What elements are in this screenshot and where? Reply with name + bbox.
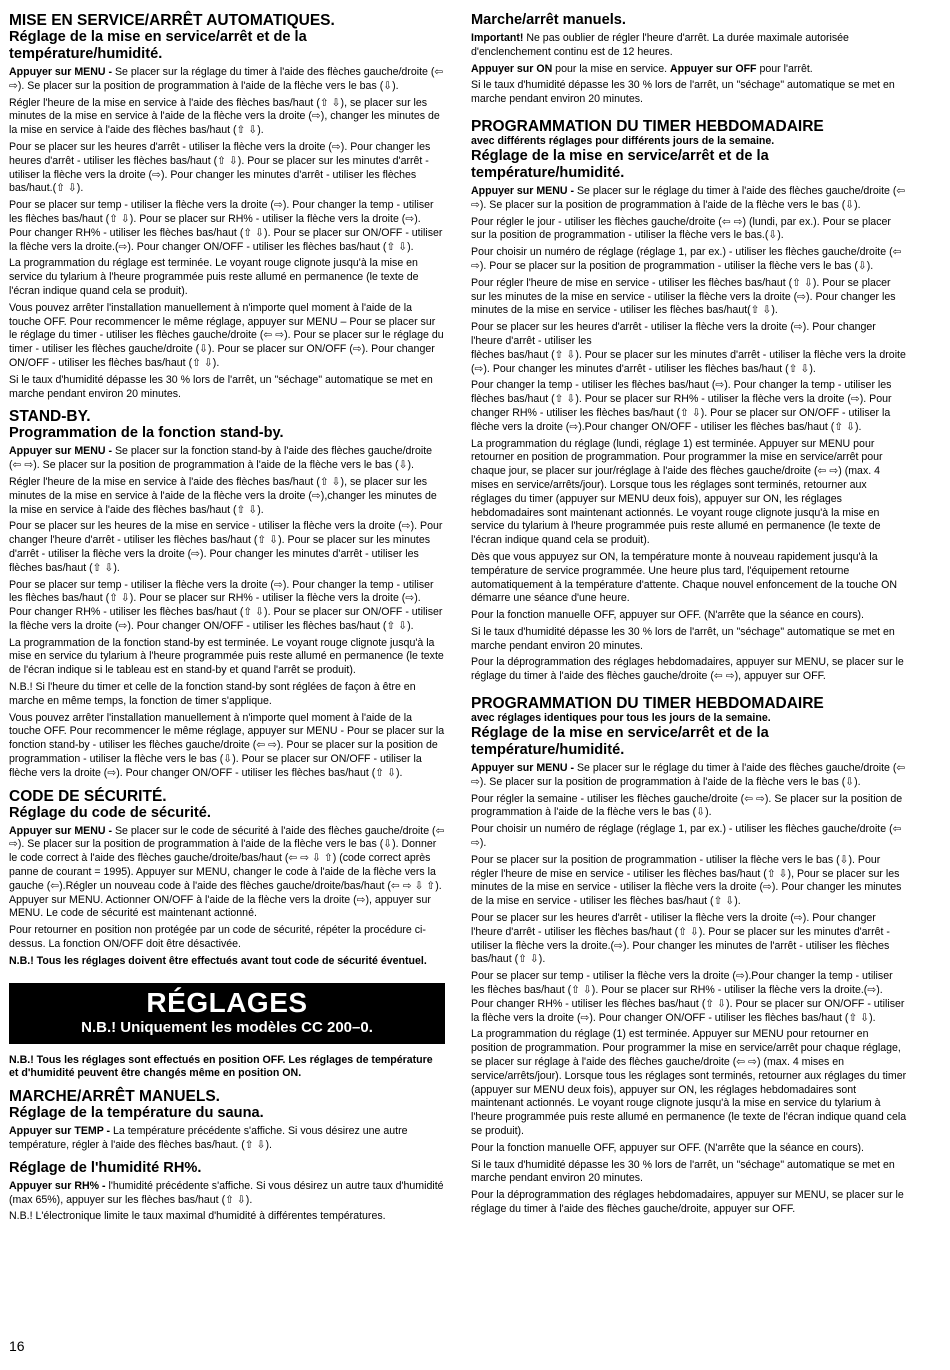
paragraph: Si le taux d'humidité dépasse les 30 % lors de l'arrêt, un "séchage" automatique se met en marche pendant environ 20 minutes. xyxy=(471,625,895,652)
paragraph xyxy=(471,63,907,77)
auto-section-title: MISE EN SERVICE/ARRÊT AUTOMATIQUES. xyxy=(9,12,335,29)
paragraph: Pour se placer sur temp - utiliser la flèche vers la droite (⇨).Pour changer la temp - utiliser les flèches bas/haut (⇧ ⇩). Pour se placer sur RH% - utiliser la flèche vers la droite.(⇨). Pour changer RH% - utiliser les flèches bas/haut (⇧ ⇩). Pour se placer sur ON/OFF - utiliser la flèche vers la droite (⇨). Pour changer ON/OFF - utiliser les flèches bas/haut (⇧ ⇩). xyxy=(471,970,905,1024)
security-code-section-title: CODE DE SÉCURITÉ. xyxy=(9,787,167,805)
paragraph: Régler l'heure de la mise en service à l'aide des flèches bas/haut (⇧ ⇩), se placer sur les minutes de la mise en service à l'aide de la flèche vers la droite (⇨),changer les minutes de la mise en service à l'aide des flèches bas/haut (⇧ ⇩). xyxy=(9,475,437,516)
paragraph-text: Pour se placer sur les heures d'arrêt - utiliser la flèche vers la droite (⇨). Pour changer l'heure d'arrêt - utiliser les xyxy=(471,321,876,347)
bold-lead: Appuyer sur MENU - xyxy=(9,824,113,837)
paragraph-text: l'humidité précédente s'affiche. Si vous désirez un autre taux d'humidité (max 65%), appuyer sur les flèches bas/haut (⇧ ⇩). xyxy=(9,1179,444,1206)
paragraph: Si le taux d'humidité dépasse les 30 % lors de l'arrêt, un "séchage" automatique se met en marche pendant environ 20 minutes. xyxy=(471,79,895,106)
paragraph: flèches bas/haut (⇧ ⇩). Pour se placer sur les minutes d'arrêt - utiliser la flèche vers la droite (⇨). Pour changer les minutes d'arrêt - utiliser les flèches bas/haut (⇧ ⇩). xyxy=(471,348,906,375)
paragraph: Pour choisir un numéro de réglage (réglage 1, par ex.) - utiliser les flèches gauche/droite (⇦ ⇨). Pour se placer sur la position de programmation - utiliser la flèche vers le bas (⇩). xyxy=(471,246,902,272)
bold-lead: Appuyer sur MENU - xyxy=(9,445,113,458)
paragraph: Pour se placer sur les heures d'arrêt - utiliser la flèche vers la droite (⇨). Pour changer l'heure d'arrêt - utiliser les flèches bas/haut (⇧ ⇩). Pour se placer sur les minutes d'arrêt - utiliser la flèche vers la droite.(⇨). Pour changer les minutes de l'arrêt - utiliser les flèches bas/haut (⇧ ⇩). xyxy=(471,912,890,966)
paragraph: Pour se placer sur les heures d'arrêt - utiliser la flèche vers la droite (⇨). Pour changer les heures d'arrêt - utiliser les flèches bas/haut (⇧ ⇩). Pour se placer sur les minutes d'arrêt - utiliser la flèche vers la droite (⇨). Pour changer les minutes d'arrêt - utiliser les flèches bas/haut.(⇧ ⇩). xyxy=(9,140,431,195)
bold-lead: Appuyer sur ON xyxy=(471,62,553,75)
right-column xyxy=(471,12,907,1220)
paragraph xyxy=(471,32,907,60)
paragraph: Pour la fonction manuelle OFF, appuyer sur OFF. (N'arrête que la séance en cours). xyxy=(471,609,864,622)
weekly-same-timer-title: PROGRAMMATION DU TIMER HEBDOMADAIRE xyxy=(471,695,824,713)
paragraph: Pour la déprogrammation des réglages hebdomadaires, appuyer sur MENU, se placer sur le réglage du timer à l'aide des flèches gauche/droite (⇦ ⇨), appuyer sur OFF. xyxy=(471,656,904,683)
paragraph: Si le taux d'humidité dépasse les 30 % lors de l'arrêt, un "séchage" automatique se met en marche pendant environ 20 minutes. xyxy=(9,373,433,400)
security-code-section-subtitle: Réglage du code de sécurité. xyxy=(9,804,211,821)
paragraph: N.B.! Si l'heure du timer et celle de la fonction stand-by sont réglées de façon à être en marche en même temps, la fonction de timer s'applique. xyxy=(9,681,416,707)
paragraph-text: pour l'arrêt. xyxy=(756,62,813,75)
bold-lead: Important! xyxy=(471,32,524,44)
paragraph: La programmation de la fonction stand-by est terminée. Le voyant rouge clignote jusqu'à la mise en service du tylarium à l'heure programmée puis reste allumé en permanence (le texte de l'écran indique si le tableau est en stand-by et quand l'arrêt se produit). xyxy=(9,636,444,677)
paragraph: Pour se placer sur temp - utiliser la flèche vers la droite (⇨). Pour changer la temp - utiliser les flèches bas/haut (⇧ ⇩). Pour se placer sur RH% - utiliser la flèche vers la droite (⇨). Pour changer RH% - utiliser les flèches bas/haut (⇧ ⇩). Pour se placer sur ON/OFF - utiliser la flèche vers la droite (⇨). Pour changer ON/OFF - utiliser les flèches bas/haut (⇧ ⇩). xyxy=(9,578,443,632)
paragraph: Régler l'heure de la mise en service à l'aide des flèches bas/haut (⇧ ⇩), se placer sur les minutes de la mise en service à l'aide de la flèche vers la droite (⇨), changer les minutes de la mise en service à l'aide des flèches bas/haut (⇧ ⇩). xyxy=(9,96,440,137)
paragraph-text: Se placer sur le code de sécurité à l'aide des flèches gauche/droite (⇦ ⇨). Se placer sur la position de programmation à l'aide de la flèche vers le bas (⇩). Donner le code correct à l'aide des flèches gauche/droite/bas/haut (⇦ ⇨ ⇩ ⇧) (code correct après panne de courant = 1995). Appuyer sur MENU, changer le code à l'aide de la flèche vers la gauche (⇦).Régler un nouveau code à l'aide des flèches gauche/droite/bas/haut (⇦ ⇨ ⇩ ⇧). Appuyer sur MENU. Actionner ON/OFF à l'aide de la flèche vers la droite (⇨), appuyer sur MENU. Le code de sécurité est maintenant actionné. xyxy=(9,824,445,920)
settings-banner xyxy=(9,983,445,1044)
paragraph-text: Se placer sur le réglage du timer à l'aide des flèches gauche/droite (⇦ ⇨). Se placer sur la position de programmation à l'aide de la flèche vers le bas (⇩). xyxy=(471,762,906,788)
paragraph: Pour la fonction manuelle OFF, appuyer sur OFF. (N'arrête que la séance en cours). xyxy=(471,1141,864,1154)
paragraph: Pour se placer sur la position de programmation - utiliser la flèche vers le bas (⇩). Pour régler l'heure de mise en service - utiliser les flèches bas/haut (⇧ ⇩), Pour se placer sur les minutes de la mise en service - utiliser la flèche vers la droite (⇨). Pour changer les minutes de la mise en service - utiliser les flèches bas/haut (⇧ ⇩). xyxy=(471,853,902,908)
bold-lead: Appuyer sur MENU - xyxy=(471,184,575,197)
paragraph xyxy=(9,1125,445,1153)
paragraph: Dès que vous appuyez sur ON, la température monte à nouveau rapidement jusqu'à la température de service programmée. Une heure plus tard, l'équipement retourne automatiquement à la température d'attente. Chaque nouvel enfoncement de la touche ON démarre une séance d'une heure. xyxy=(471,550,898,605)
paragraph-text: pour la mise en service. xyxy=(552,62,670,75)
auto-section-subtitle: Réglage de la mise en service/arrêt et de la température/humidité. xyxy=(9,29,307,62)
page-number: 16 xyxy=(9,1338,25,1354)
paragraph: La programmation du réglage (1) est terminée. Appuyer sur MENU pour retourner en position de programmation. Pour programmer la mise en service/arrêt pour chaque réglage, se placer sur réglage à l'aide des flèches gauche/droite (⇦ ⇨) (max. 4 mises en service/arrêts/jour). Lorsque tous les réglages sont terminés, retourner aux réglages du timer (appuyer sur MENU deux fois), appuyer sur ON, les réglages hebdomadaires sont maintenant actionnés. Le voyant rouge clignote jusqu'à la mise en service du tylarium à l'heure programmée puis reste allumé en permanence (le texte de l'écran indique quand cela se produit). xyxy=(471,1028,907,1137)
paragraph-text: Se placer sur la fonction stand-by à l'aide des flèches gauche/droite (⇦ ⇨). Se placer sur la position de programmation à l'aide de la flèche vers le bas (⇩). xyxy=(9,445,433,472)
paragraph: Vous pouvez arrêter l'installation manuellement à n'importe quel moment à l'aide de la touche OFF. Pour recommencer le même réglage, appuyer sur MENU – Pour se placer sur le réglage du timer - utiliser les flèches gauche/droite (⇦ ⇨). Pour se placer sur le réglage du timer - utiliser les flèches gauche/droite (⇩). Pour se placer sur ON/OFF (⇨). Pour changer ON/OFF - utiliser les flèches bas/haut (⇧ ⇩). xyxy=(9,301,444,369)
paragraph xyxy=(471,762,907,790)
bold-lead: Appuyer sur MENU - xyxy=(9,66,113,78)
paragraph: Pour choisir un numéro de réglage (réglage 1, par ex.) - utiliser les flèches gauche/droite (⇦ ⇨). xyxy=(471,823,902,850)
paragraph-text: Se placer sur la réglage du timer à l'aide des flèches gauche/droite (⇦ ⇨). Se placer sur la position de programmation à l'aide de la flèche vers le bas (⇩). xyxy=(9,66,444,92)
paragraph: Pour retourner en position non protégée par un code de sécurité, répéter la procédure ci-dessus. La fonction ON/OFF doit être désactivée. xyxy=(9,924,426,951)
paragraph: Pour régler la semaine - utiliser les flèches gauche/droite (⇦ ⇨). Se placer sur la position de programmation à l'aide de la flèche vers le bas (⇩). xyxy=(471,792,903,819)
manual-section-subtitle: Réglage de la température du sauna. xyxy=(9,1105,264,1122)
paragraph: Pour se placer sur temp - utiliser la flèche vers la droite (⇨). Pour changer la temp - utiliser les flèches bas/haut (⇧ ⇩). Pour se placer sur RH% - utiliser la flèche vers la droite (⇨). Pour changer RH% - utiliser les flèches bas/haut (⇧ ⇩). Pour se placer sur ON/OFF - utiliser la flèche vers la droite.(⇨). Pour changer ON/OFF - utiliser les flèches bas/haut (⇧ ⇩). xyxy=(9,199,443,253)
bold-lead: Appuyer sur TEMP - xyxy=(9,1125,111,1138)
bold-lead: Appuyer sur RH% - xyxy=(9,1179,106,1192)
settings-banner-title: RÉGLAGES xyxy=(146,986,308,1018)
paragraph xyxy=(9,66,445,94)
standby-section-subtitle: Programmation de la fonction stand-by. xyxy=(9,425,284,442)
weekly-timer-subtitle: Réglage de la mise en service/arrêt et de la température/humidité. xyxy=(471,147,769,181)
paragraph: Pour se placer sur les heures de la mise en service - utiliser la flèche vers la droite (⇨). Pour changer l'heure d'arrêt - utiliser les flèches bas/haut (⇧ ⇩). Pour se placer sur les minutes d'arrêt - utiliser la flèche vers la droite (⇨). Pour changer les minutes d'arrêt - utiliser les flèches bas/haut (⇧ ⇩). xyxy=(9,520,443,574)
settings-note: N.B.! Tous les réglages sont effectués en position OFF. Les réglages de température et d'humidité peuvent être changés même en position ON. xyxy=(9,1053,433,1080)
humidity-section-subtitle: Réglage de l'humidité RH%. xyxy=(9,1159,202,1176)
paragraph xyxy=(9,825,445,922)
standby-section-title: STAND-BY. xyxy=(9,408,91,426)
weekly-timer-title: PROGRAMMATION DU TIMER HEBDOMADAIRE xyxy=(471,117,824,135)
paragraph-text: Se placer sur le réglage du timer à l'aide des flèches gauche/droite (⇦ ⇨). Se placer sur la position de programmation à l'aide de la flèche vers le bas (⇩). xyxy=(471,184,906,211)
left-column xyxy=(9,12,445,1227)
paragraph xyxy=(471,185,907,213)
paragraph-text: La température précédente s'affiche. Si vous désirez une autre température, régler à l'aide des flèches bas/haut. (⇧ ⇩). xyxy=(9,1125,408,1152)
paragraph: Pour régler l'heure de mise en service - utiliser les flèches bas/haut (⇧ ⇩). Pour se placer sur les minutes de la mise en service - utiliser la flèche vers la droite (⇨). Pour changer les minutes de la mise en service - utiliser les flèches bas/haut(⇧ ⇩). xyxy=(471,276,896,317)
settings-banner-subtitle: N.B.! Uniquement les modèles CC 200–0. xyxy=(81,1018,373,1036)
paragraph: La programmation du réglage (lundi, réglage 1) est terminée. Appuyer sur MENU pour retourner en position de programmation. Pour programmer la mise en service/arrêt pour chaque jour, se placer sur jour/réglage à l'aide des flèches gauche/droite (⇦ ⇨) (max. 4 mises en service/arrêts/jour). Lorsque tous les réglages sont terminés, retourner aux réglages du timer (appuyer sur MENU deux fois), appuyer sur ON, les réglages hebdomadaires sont maintenant actionnés. Le voyant rouge clignote jusqu'à la mise en service du tylarium à l'heure programmée puis reste allumé en permanence (le texte de l'écran indique quand cela se produit). xyxy=(471,437,883,547)
paragraph: Pour régler le jour - utiliser les flèches gauche/droite (⇦ ⇨) (lundi, par ex.). Pour se placer sur la position de programmation - utiliser la flèche vers le bas.(⇩). xyxy=(471,215,891,242)
security-note: N.B.! Tous les réglages doivent être effectués avant tout code de sécurité éventuel. xyxy=(9,954,427,967)
paragraph: Pour changer la temp - utiliser les flèches bas/haut (⇨). Pour changer la temp - utiliser les flèches bas/haut (⇧ ⇩). Pour se placer sur RH% - utiliser la flèche vers la droite (⇨). Pour changer RH% - utiliser les flèches bas/haut (⇧ ⇩). Pour se placer sur ON/OFF - utiliser la flèche vers la droite (⇨).Pour changer ON/OFF - utiliser les flèches bas/haut (⇧ ⇩). xyxy=(471,379,892,433)
paragraph: Pour la déprogrammation des réglages hebdomadaires, appuyer sur MENU, se placer sur le réglage du timer à l'aide des flèches gauche/droite, appuyer sur OFF. xyxy=(471,1189,904,1215)
paragraph xyxy=(9,445,445,473)
manual-onoff-title: Marche/arrêt manuels. xyxy=(471,12,626,28)
paragraph-text: Ne pas oublier de régler l'heure d'arrêt. La durée maximale autorisée d'enclenchement continu est de 12 heures. xyxy=(471,32,849,58)
weekly-same-timer-subtitle: Réglage de la mise en service/arrêt et de la température/humidité. xyxy=(471,725,769,759)
paragraph: La programmation du réglage est terminée. Le voyant rouge clignote jusqu'à la mise en service du tylarium à l'heure programmée puis reste allumé en permanence (le texte de l'écran indique quand cela se produit). xyxy=(9,257,419,297)
paragraph: N.B.! L'électronique limite le taux maximal d'humidité à différentes températures. xyxy=(9,1210,386,1223)
weekly-timer-note: avec différents réglages pour différents jours de la semaine. xyxy=(471,134,775,147)
paragraph: Si le taux d'humidité dépasse les 30 % lors de l'arrêt, un "séchage" automatique se met en marche pendant environ 20 minutes. xyxy=(471,1158,895,1185)
manual-section-title: MARCHE/ARRÊT MANUELS. xyxy=(9,1088,220,1106)
paragraph xyxy=(9,1180,445,1208)
paragraph: Vous pouvez arrêter l'installation manuellement à n'importe quel moment à l'aide de la touche OFF. Pour recommencer le même réglage, appuyer sur MENU - Pour se placer sur la fonction stand-by - utiliser les flèches gauche/droite (⇦ ⇨). Pour se placer sur la position de programmation - utiliser la flèche vers le bas (⇩). Pour se placer sur ON/OFF - utiliser la flèche vers la droite (⇨). Pour changer ON/OFF - utiliser les flèches bas/haut (⇧ ⇩). xyxy=(9,711,445,779)
weekly-same-timer-note: avec réglages identiques pour tous les jours de la semaine. xyxy=(471,712,771,725)
bold-lead: Appuyer sur MENU - xyxy=(471,762,575,775)
paragraph xyxy=(471,321,907,349)
bold-lead: Appuyer sur OFF xyxy=(670,62,757,75)
